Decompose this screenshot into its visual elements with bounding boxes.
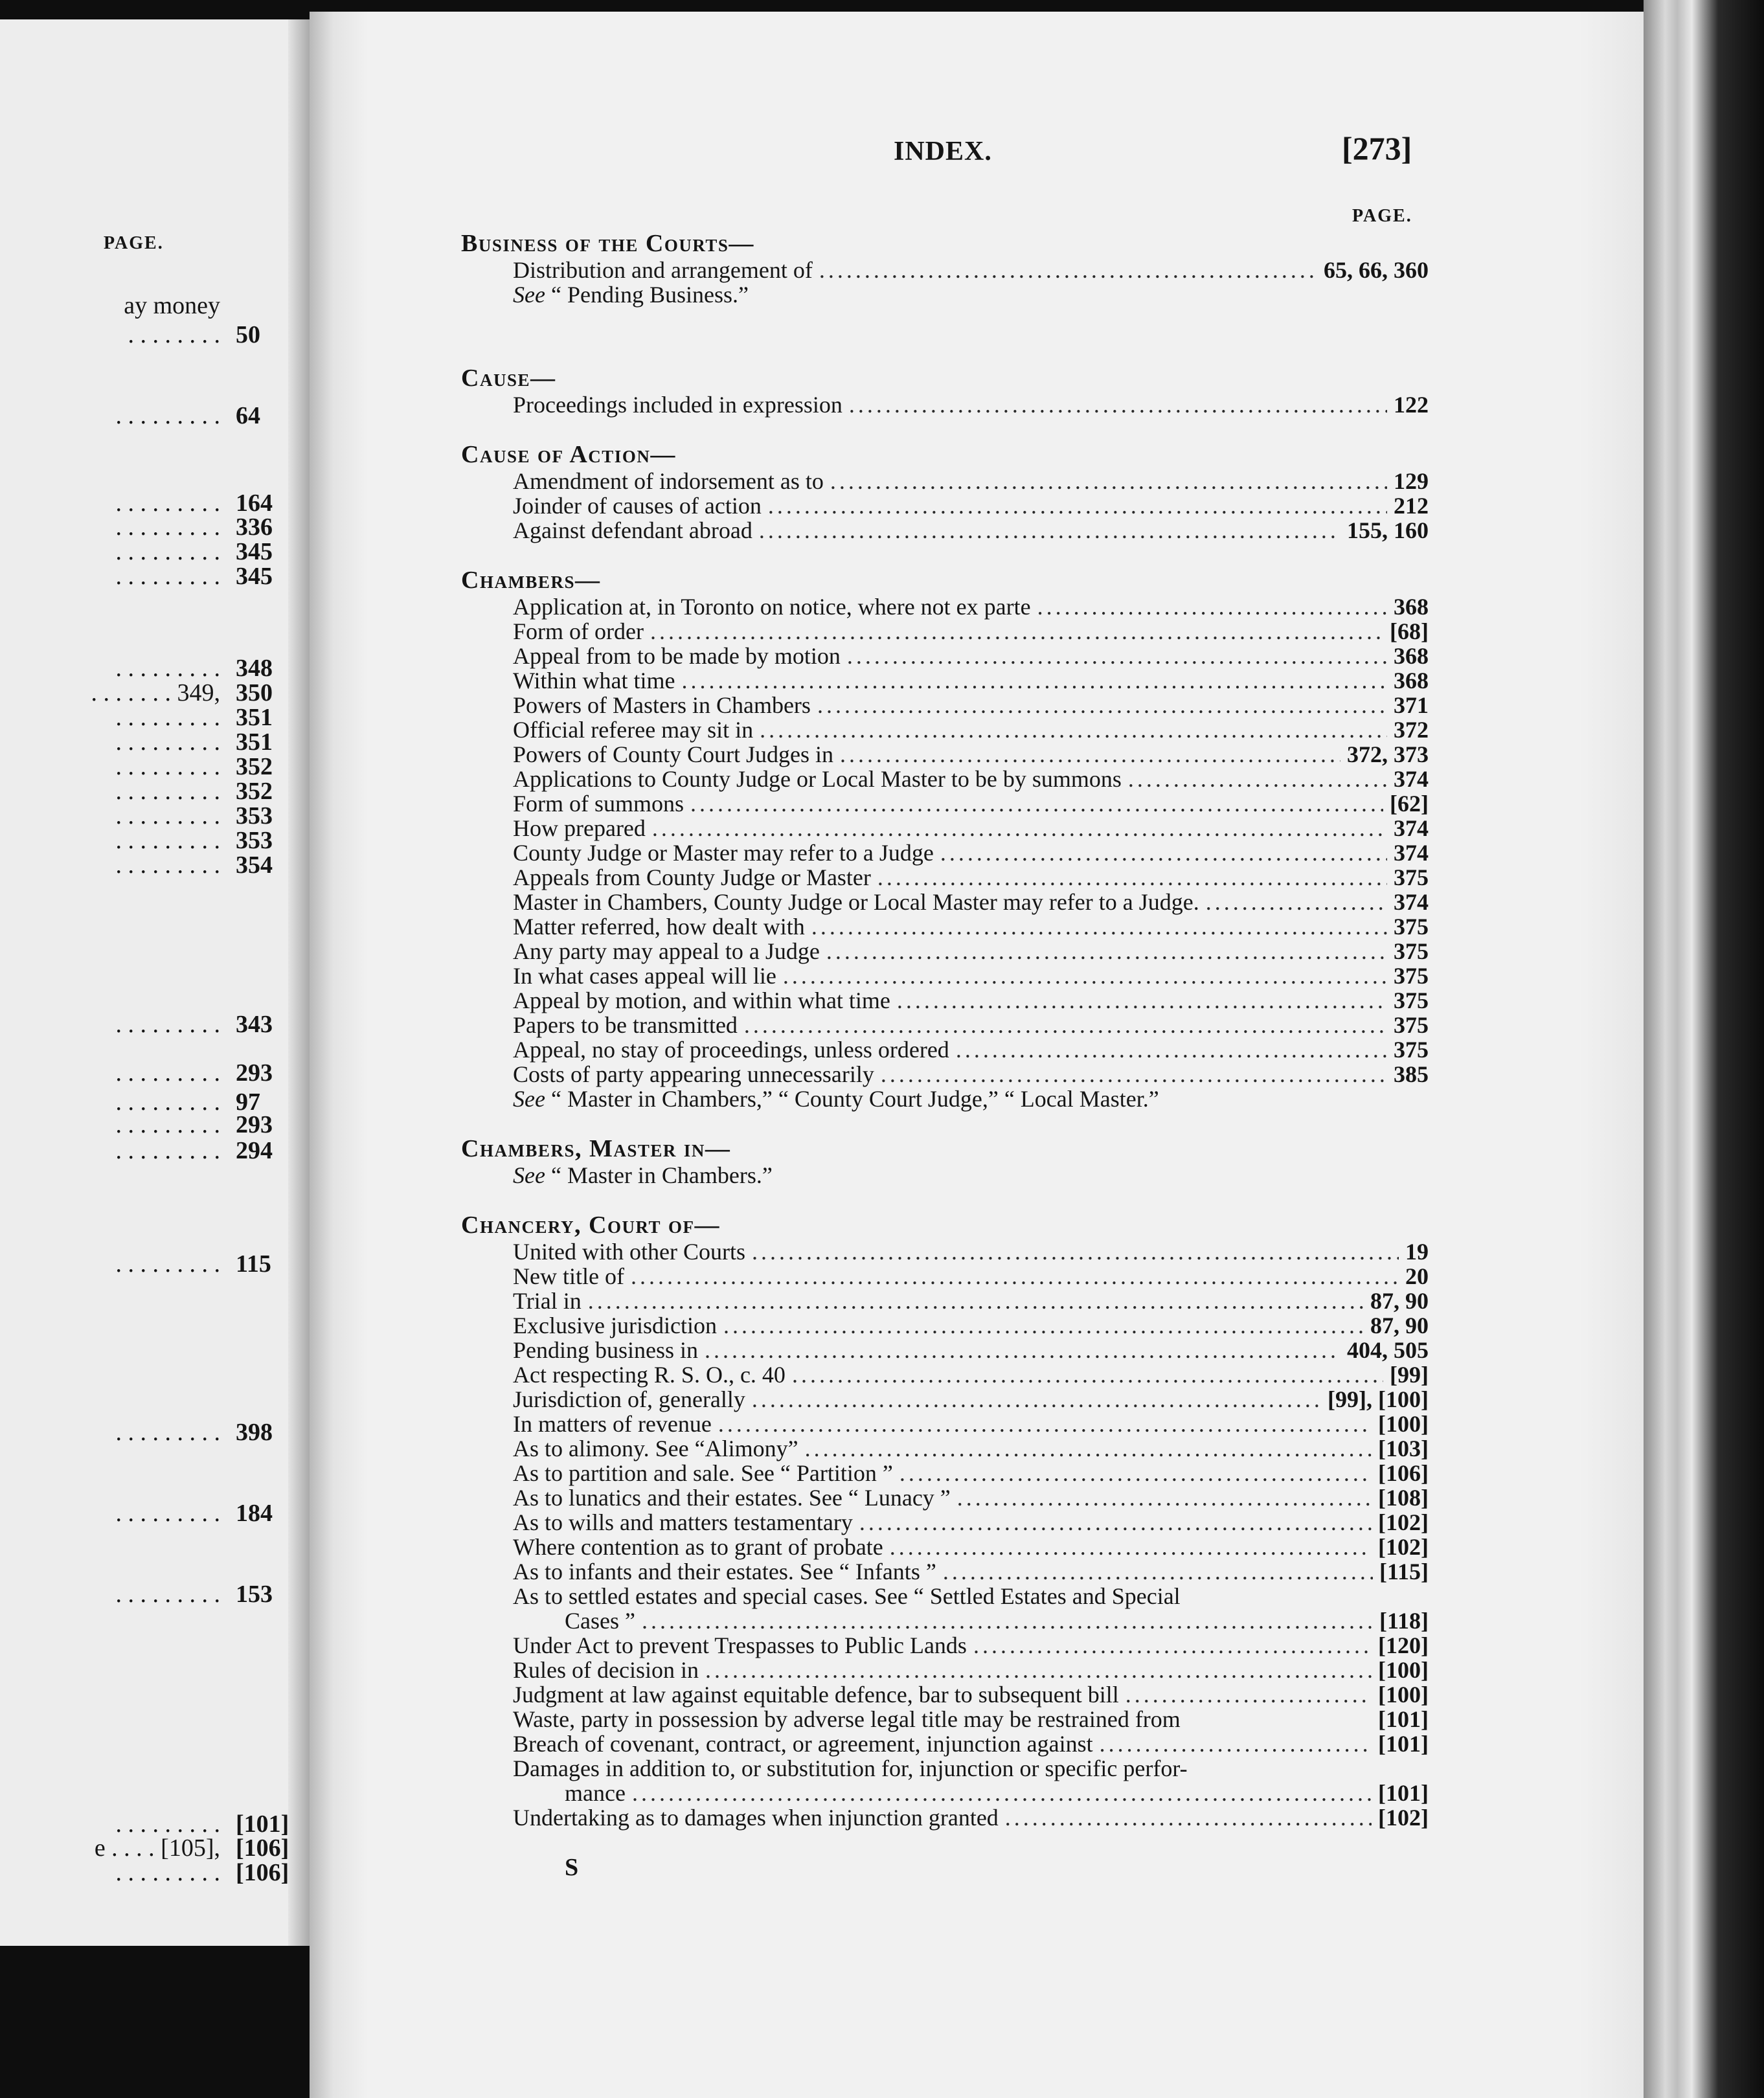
left-page-line [115, 1858, 289, 1887]
index-entry [461, 442, 1429, 543]
left-page-line-text: . . . . . . . . . [115, 1011, 220, 1038]
dot-leader [723, 1313, 1364, 1338]
left-page-line-page: 343 [236, 1011, 273, 1038]
entry-line-page: [115] [1379, 1559, 1429, 1585]
entry-line-text: As to lunatics and their estates. See “ Lunacy ” [513, 1485, 951, 1511]
entry-line-text: Proceedings included in expression [513, 392, 842, 418]
entry-line-text: Appeal from to be made by motion [513, 643, 841, 669]
dot-leader [826, 939, 1387, 964]
entry-line-page: [101] [1378, 1706, 1429, 1732]
entry-line [461, 1535, 1429, 1559]
entry-line-text: mance [565, 1780, 626, 1806]
entry-line-text: Official referee may sit in [513, 717, 754, 743]
page-edge [1644, 0, 1764, 2098]
entry-line [461, 816, 1429, 840]
entry-line-page: 374 [1394, 889, 1429, 915]
left-page-line-text: . . . . . . . . . [115, 1581, 220, 1608]
dot-leader [840, 742, 1340, 767]
entry-line [461, 1707, 1429, 1731]
entry-line-page: [118] [1379, 1608, 1429, 1634]
dot-leader [752, 1387, 1321, 1412]
entry-line [461, 1658, 1429, 1682]
entry-line [461, 1313, 1429, 1338]
entry-line-page: 19 [1405, 1239, 1429, 1265]
entry-line [461, 693, 1429, 717]
entry-line-text: Within what time [513, 668, 675, 694]
entry-line-page: 385 [1394, 1061, 1429, 1087]
left-page-line-text: . . . . . . . . [128, 321, 220, 348]
entry-line-page: [68] [1390, 618, 1429, 644]
entry-line-page: [100] [1378, 1411, 1429, 1437]
left-page-line-page: [101] [236, 1810, 289, 1838]
entry-line-text: How prepared [513, 815, 646, 841]
entry-line-text: Where contention as to grant of probate [513, 1534, 883, 1560]
entry-line [461, 1362, 1429, 1387]
entry-line-page: 87, 90 [1370, 1288, 1429, 1314]
entry-line [461, 1239, 1429, 1264]
left-page-line-page: 353 [236, 802, 273, 829]
dot-leader [744, 1013, 1387, 1037]
entry-line [461, 1338, 1429, 1362]
left-page-line-page: 345 [236, 563, 273, 590]
entry-line [461, 258, 1429, 282]
entry-line [461, 742, 1429, 767]
entry-line [461, 1264, 1429, 1289]
left-page-line [115, 1136, 273, 1165]
entry-line-page: [103] [1378, 1436, 1429, 1461]
see-reference [461, 282, 1429, 307]
entry-line-page: 372 [1394, 717, 1429, 743]
dot-leader [877, 865, 1387, 890]
entry-line [461, 1756, 1429, 1781]
left-page-line-text: . . . . . . . . . [115, 538, 220, 565]
left-page-line-page: 352 [236, 778, 273, 805]
entry-line-page: 375 [1394, 987, 1429, 1013]
see-reference [461, 1163, 1429, 1188]
entry-line-text: Appeals from County Judge or Master [513, 864, 871, 890]
dot-leader [682, 668, 1387, 693]
left-page-line-text: . . . . . . . . . [115, 1859, 220, 1886]
entry-line-page: 129 [1394, 468, 1429, 494]
left-page-line-text: . . . . . . . 349, [91, 679, 220, 706]
left-page-line-page: 64 [236, 402, 260, 429]
dot-leader [650, 619, 1383, 644]
entry-line-text: Any party may appeal to a Judge [513, 938, 820, 964]
dot-leader [718, 1412, 1372, 1436]
left-page-line [115, 1250, 271, 1278]
entry-line-text: Appeal, no stay of proceedings, unless ordered [513, 1037, 949, 1063]
entry-line-page: 375 [1394, 914, 1429, 940]
entry-line-text: Distribution and arrangement of [513, 257, 813, 283]
entry-line [461, 1731, 1429, 1756]
entry-line [461, 1485, 1429, 1510]
left-page-line-text: . . . . . . . . . [115, 1137, 220, 1164]
entry-line-text: Judgment at law against equitable defence, bar to subsequent bill [513, 1682, 1119, 1708]
left-page-line-text: . . . . . . . . . [115, 1059, 220, 1087]
see-reference [461, 1087, 1429, 1111]
left-page-line-page: 293 [236, 1059, 273, 1087]
left-page-line-page: 184 [236, 1500, 273, 1527]
entry-line-page: 375 [1394, 1012, 1429, 1038]
entry-line-page: [62] [1390, 791, 1429, 817]
entry-line [461, 964, 1429, 988]
left-page-line [115, 1059, 273, 1087]
entry-line-page: 65, 66, 360 [1324, 257, 1429, 283]
entry-line-text: Form of order [513, 618, 644, 644]
entry-line [461, 1559, 1429, 1584]
entry-line-page: 375 [1394, 1037, 1429, 1063]
left-page-line-page: 352 [236, 753, 273, 780]
left-page-line-text: . . . . . . . . . [115, 563, 220, 590]
entry-line-page: [102] [1378, 1534, 1429, 1560]
entry-line [461, 1633, 1429, 1658]
entry-line-text: As to settled estates and special cases. See “ Settled Estates and Special [513, 1583, 1181, 1609]
entry-line [461, 1013, 1429, 1037]
entry-line-text: Damages in addition to, or substitution for, injunction or specific perfor- [513, 1755, 1188, 1781]
entry-line-page: [100] [1378, 1657, 1429, 1683]
entry-line-text: Jurisdiction of, generally [513, 1386, 745, 1412]
left-page-line [115, 1010, 273, 1039]
left-page-line-page: 354 [236, 852, 273, 879]
dot-leader [1206, 890, 1387, 914]
entry-line-text: Cases ” [565, 1608, 635, 1634]
entry-line-text: Waste, party in possession by adverse legal title may be restrained from [513, 1706, 1181, 1732]
entry-line-page: 375 [1394, 938, 1429, 964]
see-text: “ Master in Chambers.” [550, 1162, 773, 1188]
index-entry [461, 567, 1429, 1111]
entry-line-text: Costs of party appearing unnecessarily [513, 1061, 874, 1087]
entry-line-text: In what cases appeal will lie [513, 963, 776, 989]
left-page-line-text: ay money [124, 292, 220, 319]
left-page-line-page: 164 [236, 490, 273, 517]
left-page-line-page: 351 [236, 728, 273, 756]
entry-line-text: As to partition and sale. See “ Partition ” [513, 1460, 893, 1486]
dot-leader [642, 1608, 1373, 1633]
dot-leader [1100, 1731, 1372, 1756]
entry-line-page: 404, 505 [1347, 1337, 1429, 1363]
dot-leader [830, 469, 1387, 493]
entry-line-page: [108] [1378, 1485, 1429, 1511]
entry-line-text: Against defendant abroad [513, 517, 752, 543]
see-prefix: See [513, 1162, 545, 1188]
dot-leader [705, 1658, 1372, 1682]
entry-line [461, 594, 1429, 619]
left-page-line-text: . . . . . . . . . [115, 1500, 220, 1527]
entry-line-text: Exclusive jurisdiction [513, 1313, 717, 1338]
dot-leader [890, 1535, 1372, 1559]
entry-line-text: Undertaking as to damages when injunction granted [513, 1805, 999, 1831]
left-page-line-text: . . . . . . . . . [115, 490, 220, 517]
entry-line-page: [101] [1378, 1731, 1429, 1757]
entry-line [461, 644, 1429, 668]
see-text: “ Master in Chambers,” “ County Court Judge,” “ Local Master.” [550, 1086, 1159, 1112]
see-text: “ Pending Business.” [550, 282, 749, 308]
entry-line-text: New title of [513, 1263, 624, 1289]
entry-heading: Business of the Courts— [461, 230, 754, 257]
entry-line-page: 122 [1394, 392, 1429, 418]
entry-line-page: 375 [1394, 864, 1429, 890]
dot-leader [783, 964, 1387, 988]
entry-line [461, 1387, 1429, 1412]
left-page-line-page: 293 [236, 1111, 273, 1138]
entry-line [461, 767, 1429, 791]
entry-line-text: Joinder of causes of action [513, 493, 762, 519]
entry-line [461, 1461, 1429, 1485]
entry-line-page: 371 [1394, 692, 1429, 718]
dot-leader [956, 1037, 1387, 1062]
left-page-line-text: . . . . . . . . . [115, 778, 220, 805]
page-column-head: PAGE. [1352, 206, 1412, 226]
dot-leader [631, 1264, 1399, 1289]
left-page-line-text: e . . . . [105], [94, 1834, 220, 1862]
dot-leader [859, 1510, 1372, 1535]
left-page-line-text: . . . . . . . . . [115, 827, 220, 854]
entry-line-page: [102] [1378, 1805, 1429, 1831]
entry-line [461, 1037, 1429, 1062]
left-page-line-text: . . . . . . . . . [115, 802, 220, 829]
dot-leader [690, 791, 1383, 816]
left-page-line-page: 50 [236, 321, 260, 348]
left-page-line-page: 115 [236, 1250, 271, 1278]
dot-leader [1125, 1682, 1372, 1707]
entry-line-text: As to infants and their estates. See “ Infants ” [513, 1559, 936, 1585]
see-prefix: See [513, 1086, 545, 1112]
entry-line-page: [101] [1378, 1780, 1429, 1806]
entry-line [461, 619, 1429, 644]
dot-leader [705, 1338, 1340, 1362]
entry-line-text: United with other Courts [513, 1239, 745, 1265]
entry-line-text: Application at, in Toronto on notice, where not ex parte [513, 594, 1031, 620]
entry-line-page: 212 [1394, 493, 1429, 519]
left-page-line [115, 1580, 273, 1608]
dot-leader [897, 988, 1387, 1013]
dot-leader [957, 1485, 1372, 1510]
entry-line-page: 20 [1405, 1263, 1429, 1289]
left-page-line-page: 294 [236, 1137, 273, 1164]
index-entry [461, 1212, 1429, 1830]
entry-line [461, 914, 1429, 939]
entry-line-page: [102] [1378, 1509, 1429, 1535]
entry-line-page: 374 [1394, 840, 1429, 866]
entry-line-text: Applications to County Judge or Local Master to be by summons [513, 766, 1122, 792]
entry-line-text: In matters of revenue [513, 1411, 712, 1437]
entry-line-text: Trial in [513, 1288, 582, 1314]
left-page-line-text: . . . . . . . . . [115, 513, 220, 541]
entry-line-page: 374 [1394, 815, 1429, 841]
dot-leader [760, 717, 1387, 742]
dot-leader [805, 1436, 1372, 1461]
left-page-line-page: [106] [236, 1859, 289, 1886]
dot-leader [1037, 594, 1387, 619]
entry-line-page: 368 [1394, 668, 1429, 694]
see-prefix: See [513, 282, 545, 308]
entry-line [461, 518, 1429, 543]
dot-leader [588, 1289, 1364, 1313]
index-entry [461, 231, 1429, 307]
entry-line [461, 1062, 1429, 1087]
entry-line-text: Act respecting R. S. O., c. 40 [513, 1362, 786, 1388]
index-entry [461, 1136, 1429, 1188]
left-page-line-page: 348 [236, 655, 273, 682]
entry-line-text: Form of summons [513, 791, 684, 817]
entry-line-text: Papers to be transmitted [513, 1012, 738, 1038]
dot-leader [817, 693, 1387, 717]
left-page-line-page: 345 [236, 538, 273, 565]
left-page-line [115, 1111, 273, 1139]
entry-line [461, 1781, 1429, 1805]
dot-leader [973, 1633, 1372, 1658]
left-page-line-page: 153 [236, 1581, 273, 1608]
entry-line-text: Matter referred, how dealt with [513, 914, 805, 940]
entry-heading: Cause of Action— [461, 441, 676, 468]
entry-line-page: 374 [1394, 766, 1429, 792]
dot-leader [847, 644, 1387, 668]
entry-line-page: [100] [1378, 1682, 1429, 1708]
entry-line [461, 392, 1429, 417]
left-page-line-page: 351 [236, 704, 273, 731]
entry-line-page: [99] [1390, 1362, 1429, 1388]
entry-line [461, 717, 1429, 742]
left-page-line [128, 321, 260, 349]
entry-line [461, 1608, 1429, 1633]
left-page-column-head: PAGE. [104, 233, 164, 253]
left-page-line-text: . . . . . . . . . [115, 1810, 220, 1838]
dot-leader [881, 1062, 1387, 1087]
entry-line-text: Powers of County Court Judges in [513, 741, 833, 767]
left-page-line-text: . . . . . . . . . [115, 852, 220, 879]
entry-line [461, 1682, 1429, 1707]
left-page-line-text: . . . . . . . . . [115, 1250, 220, 1278]
entry-line-page: 87, 90 [1370, 1313, 1429, 1338]
left-page-line-text: . . . . . . . . . [115, 1419, 220, 1446]
entry-line-page: 368 [1394, 643, 1429, 669]
entry-line-page: 375 [1394, 963, 1429, 989]
left-page [0, 19, 317, 1946]
left-page-line-text: . . . . . . . . . [115, 655, 220, 682]
entry-line-page: 155, 160 [1347, 517, 1429, 543]
left-page-line-page: 353 [236, 827, 273, 854]
entry-line-page: 368 [1394, 594, 1429, 620]
dot-leader [811, 914, 1387, 939]
entry-line-text: Rules of decision in [513, 1657, 699, 1683]
entry-line [461, 1510, 1429, 1535]
index-entry [461, 365, 1429, 417]
dot-leader [792, 1362, 1383, 1387]
dot-leader [759, 518, 1340, 543]
dot-leader [943, 1559, 1373, 1584]
page-number: [273] [1342, 130, 1412, 166]
dot-leader [752, 1239, 1399, 1264]
left-page-line-page: 97 [236, 1088, 260, 1116]
left-page-line-text: . . . . . . . . . [115, 753, 220, 780]
entry-line [461, 1436, 1429, 1461]
entry-line [461, 1412, 1429, 1436]
entry-line-text: Master in Chambers, County Judge or Local Master may refer to a Judge. [513, 889, 1199, 915]
entry-line-page: 372, 373 [1347, 741, 1429, 767]
running-head: INDEX. [894, 137, 992, 166]
dot-leader [940, 840, 1387, 865]
signature-mark: S [565, 1854, 579, 1881]
entry-line [461, 791, 1429, 816]
left-page-line-text: . . . . . . . . . [115, 402, 220, 429]
left-page-line [115, 1418, 273, 1447]
entry-line [461, 939, 1429, 964]
entry-heading: Chambers, Master in— [461, 1135, 731, 1162]
entry-line [461, 493, 1429, 518]
entry-line-text: As to wills and matters testamentary [513, 1509, 853, 1535]
entry-line [461, 890, 1429, 914]
index-entries [461, 231, 1429, 1855]
entry-line [461, 1584, 1429, 1608]
left-page-line [115, 851, 273, 879]
entry-line-text: County Judge or Master may refer to a Judge [513, 840, 934, 866]
entry-line [461, 865, 1429, 890]
left-page-line-page: 398 [236, 1419, 273, 1446]
entry-line [461, 1805, 1429, 1830]
entry-line-text: Appeal by motion, and within what time [513, 987, 890, 1013]
entry-line-text: As to alimony. See “Alimony” [513, 1436, 798, 1461]
dot-leader [1005, 1805, 1372, 1830]
left-page-line [115, 401, 260, 430]
entry-line [461, 988, 1429, 1013]
dot-leader [652, 816, 1387, 840]
entry-line [461, 668, 1429, 693]
left-page-line-page: 336 [236, 513, 273, 541]
entry-line-text: Powers of Masters in Chambers [513, 692, 811, 718]
left-page-line-page: 350 [236, 679, 273, 706]
dot-leader [1128, 767, 1387, 791]
left-page-line-text: . . . . . . . . . [115, 1088, 220, 1116]
entry-line-text: Under Act to prevent Trespasses to Public Lands [513, 1632, 967, 1658]
entry-line-page: [120] [1378, 1632, 1429, 1658]
left-page-line [115, 562, 273, 591]
entry-line-text: Pending business in [513, 1337, 699, 1363]
left-page-line-text: . . . . . . . . . [115, 1111, 220, 1138]
entry-line-text: Amendment of indorsement as to [513, 468, 824, 494]
entry-heading: Chambers— [461, 567, 601, 594]
entry-heading: Cause— [461, 365, 556, 392]
dot-leader [849, 392, 1387, 417]
dot-leader [819, 258, 1317, 282]
dot-leader [899, 1461, 1372, 1485]
left-page-line [124, 291, 220, 320]
entry-line-text: Breach of covenant, contract, or agreement, injunction against [513, 1731, 1093, 1757]
entry-line-page: [99], [100] [1328, 1386, 1429, 1412]
entry-heading: Chancery, Court of— [461, 1212, 720, 1239]
dot-leader [768, 493, 1387, 518]
entry-line [461, 840, 1429, 865]
entry-line [461, 1289, 1429, 1313]
dot-leader [632, 1781, 1372, 1805]
entry-line [461, 469, 1429, 493]
entry-line-page: [106] [1378, 1460, 1429, 1486]
left-page-line-text: . . . . . . . . . [115, 728, 220, 756]
left-page-line-text: . . . . . . . . . [115, 704, 220, 731]
left-page-line-page: [106] [236, 1834, 289, 1862]
left-page-line [115, 1499, 273, 1528]
